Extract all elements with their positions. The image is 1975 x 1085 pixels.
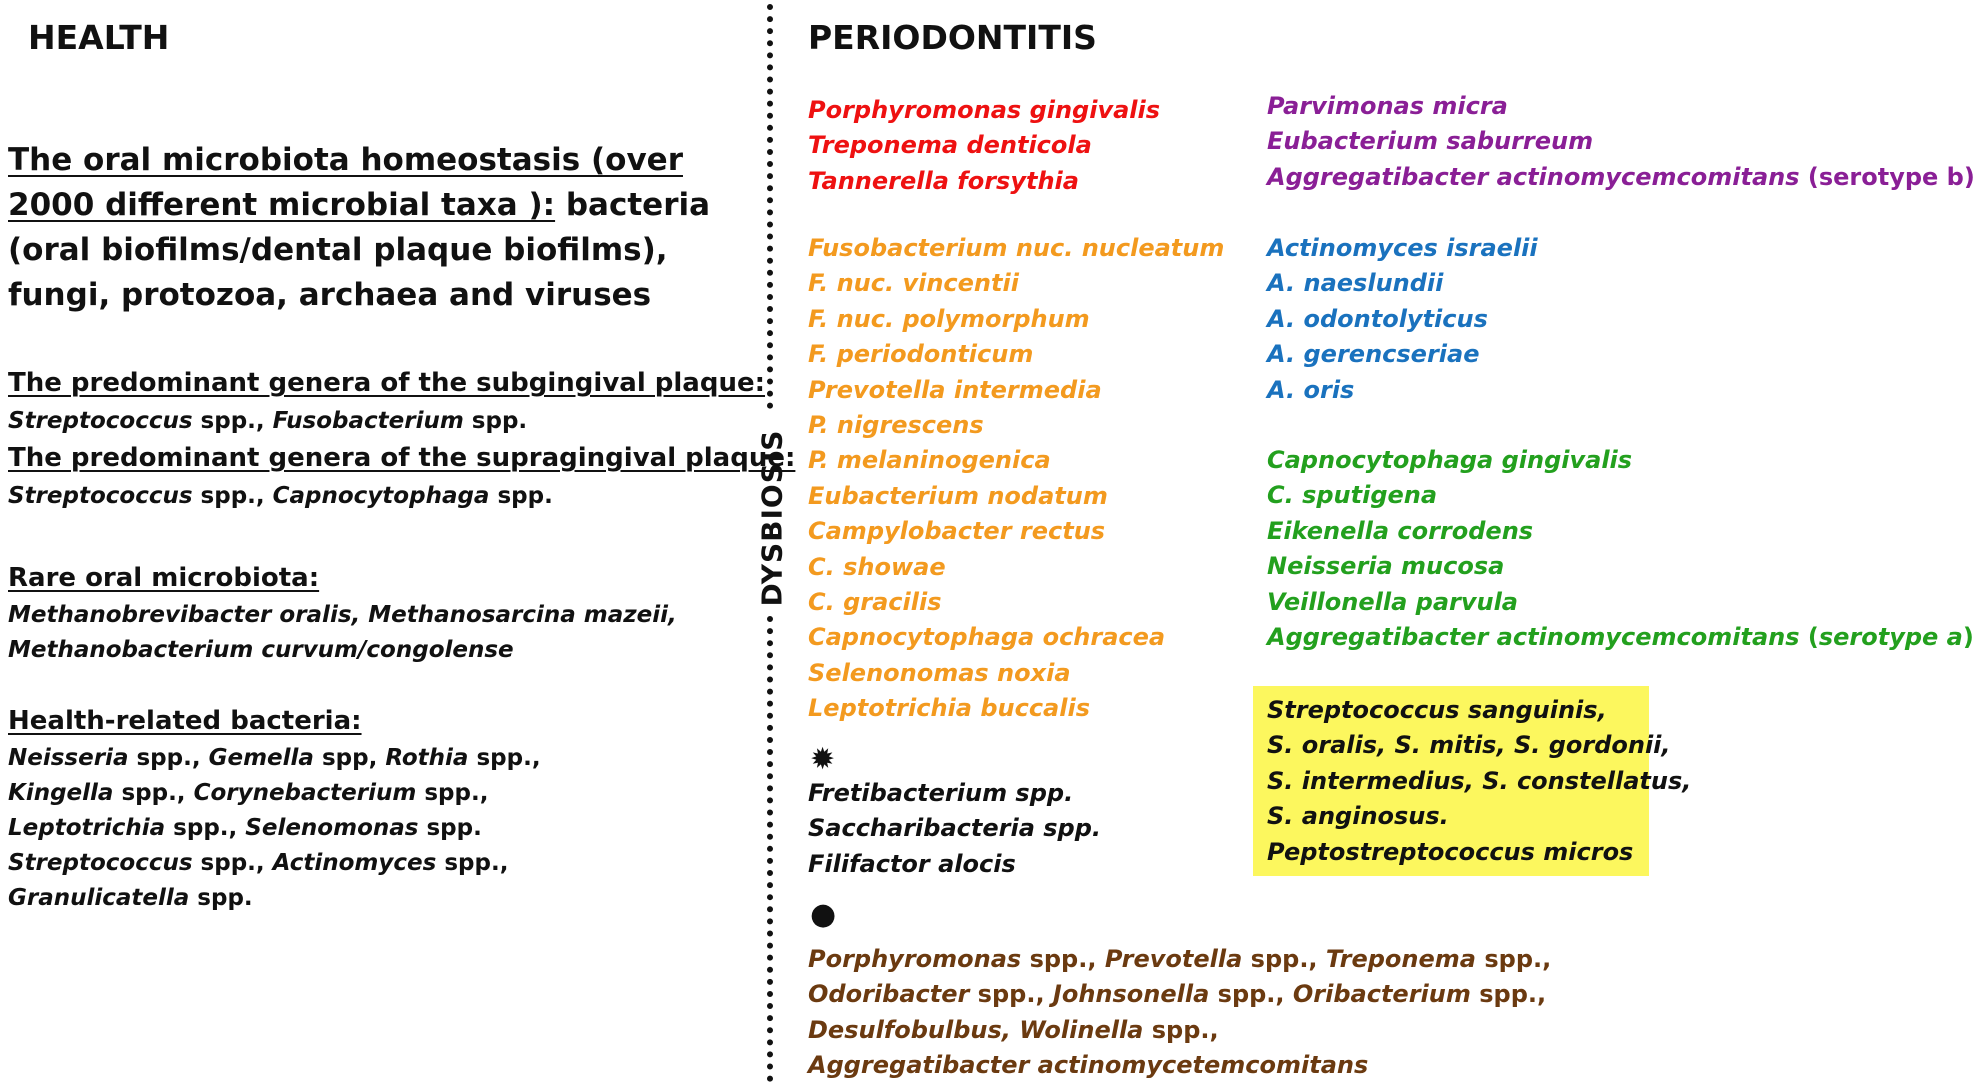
spp-text: spp., bbox=[1209, 980, 1285, 1009]
red-complex-list bbox=[808, 93, 1160, 199]
list-item: P. melaninogenica bbox=[808, 446, 1051, 475]
genus: Fusobacterium bbox=[272, 408, 464, 434]
genus: Leptotrichia bbox=[8, 815, 166, 841]
list-item: Leptotrichia buccalis bbox=[808, 694, 1090, 723]
homeostasis-description bbox=[8, 138, 710, 318]
rare-microbiota-heading: Rare oral microbiota: bbox=[8, 563, 320, 593]
spp-text: spp., bbox=[1242, 945, 1318, 973]
genus: Neisseria bbox=[8, 745, 129, 771]
list-item: Aggregatibacter actinomycemcomitans bbox=[1267, 162, 1800, 191]
list-item: Fretibacterium spp. bbox=[808, 779, 1074, 807]
yellow-complex-list bbox=[1267, 693, 1691, 870]
list-item: Aggregatibacter actinomycemcomitans bbox=[1267, 623, 1800, 652]
genus: Actinomyces bbox=[272, 850, 437, 876]
list-item: Eubacterium saburreum bbox=[1267, 127, 1594, 156]
genus: Streptococcus bbox=[8, 850, 193, 876]
list-item: Actinomyces israelii bbox=[1267, 234, 1538, 262]
genus: Streptococcus bbox=[8, 408, 193, 434]
spp-text: spp. bbox=[189, 885, 253, 911]
list-item: Filifactor alocis bbox=[808, 849, 1016, 878]
genus: Selenomonas bbox=[245, 815, 419, 841]
list-item: A. gerencseriae bbox=[1267, 340, 1480, 369]
supragingival-genera bbox=[8, 479, 553, 514]
supragingival-heading: The predominant genera of the supragingival plaque: bbox=[8, 443, 796, 473]
genus: Capnocytophaga bbox=[272, 483, 490, 509]
spp-text: spp., bbox=[468, 745, 541, 771]
list-item: Tannerella forsythia bbox=[808, 166, 1079, 195]
spp-text: spp., bbox=[113, 780, 186, 806]
homeostasis-line-3: (oral biofilms/dental plaque biofilms), bbox=[8, 232, 668, 268]
spp-text: spp., bbox=[165, 815, 238, 841]
list-item: Peptostreptococcus micros bbox=[1267, 837, 1634, 866]
genus: Gemella bbox=[208, 745, 314, 771]
subgingival-heading: The predominant genera of the subgingival plaque: bbox=[8, 368, 766, 398]
health-related-list: Neisseria spp., Gemella spp, Rothia spp., Kingella spp., Corynebacterium spp., Leptotrichia spp., Selenomonas spp. Streptococcus spp., Actinomyces spp., Granulicatella spp. bbox=[8, 745, 541, 911]
rare-microbiota-list bbox=[8, 598, 677, 668]
spp-text: spp bbox=[313, 745, 369, 771]
serotype-text: serotype a bbox=[1818, 623, 1963, 652]
list-item: A. oris bbox=[1267, 375, 1355, 404]
list-item: A. odontolyticus bbox=[1267, 304, 1488, 333]
list-item: P. nigrescens bbox=[808, 411, 984, 440]
list-item: Porphyromonas gingivalis bbox=[808, 96, 1161, 124]
list-item: A. naeslundii bbox=[1267, 269, 1444, 298]
spp-text: spp., bbox=[1021, 945, 1097, 973]
spp-text: spp., bbox=[1470, 980, 1547, 1009]
serotype-text: (serotype b) bbox=[1799, 162, 1975, 191]
spp-text: spp., bbox=[436, 850, 509, 876]
dot-group-list bbox=[808, 942, 1551, 1084]
spp-text: spp., bbox=[192, 483, 273, 509]
spp-text: spp., bbox=[1476, 945, 1552, 973]
periodontitis-title: PERIODONTITIS bbox=[808, 18, 1097, 57]
list-item: Parvimonas micra bbox=[1267, 92, 1508, 120]
spp-text: spp., bbox=[192, 408, 273, 434]
orange-complex-list bbox=[808, 231, 1224, 727]
genus: Odoribacter bbox=[808, 980, 970, 1009]
genus: Aggregatibacter actinomycetemcomitans bbox=[808, 1051, 1369, 1080]
starburst-icon: ✹ bbox=[810, 742, 836, 777]
spp-text: spp. bbox=[489, 483, 553, 509]
spp-text: spp., bbox=[416, 780, 489, 806]
dysbiosis-label: DYSBIOSIS bbox=[755, 429, 789, 607]
homeostasis-line-1: The oral microbiota homeostasis (over bbox=[8, 142, 683, 178]
health-title: HEALTH bbox=[28, 18, 170, 57]
list-item: Capnocytophaga gingivalis bbox=[1267, 446, 1633, 474]
serotype-open: ( bbox=[1799, 623, 1819, 652]
emerging-taxa-list bbox=[808, 776, 1101, 882]
genus: Rothia bbox=[385, 745, 469, 771]
list-item: F. nuc. polymorphum bbox=[808, 304, 1090, 333]
list-item: C. gracilis bbox=[808, 588, 942, 617]
list-item: F. periodonticum bbox=[808, 340, 1034, 369]
list-item: Eikenella corrodens bbox=[1267, 516, 1534, 545]
list-item: F. nuc. vincentii bbox=[808, 269, 1019, 298]
genus: Prevotella bbox=[1104, 945, 1243, 973]
genus: Porphyromonas bbox=[808, 945, 1022, 973]
genus: Desulfobulbus, bbox=[808, 1015, 1020, 1044]
list-item: Treponema denticola bbox=[808, 131, 1092, 160]
rare-line-2: Methanobacterium curvum/congolense bbox=[8, 637, 514, 663]
list-item: Veillonella parvula bbox=[1267, 587, 1519, 616]
genus: Johnsonella bbox=[1052, 980, 1210, 1009]
homeostasis-line-2: 2000 different microbial taxa ): bbox=[8, 187, 556, 223]
homeostasis-line-4: fungi, protozoa, archaea and viruses bbox=[8, 277, 652, 313]
list-item: Selenonomas noxia bbox=[808, 658, 1071, 687]
genus: Corynebacterium bbox=[193, 780, 417, 806]
spp-text: spp., bbox=[128, 745, 201, 771]
green-complex-list bbox=[1267, 443, 1974, 655]
list-item: Saccharibacteria spp. bbox=[808, 814, 1102, 843]
genus: Streptococcus bbox=[8, 483, 193, 509]
serotype-close: ) bbox=[1962, 623, 1974, 652]
spp-text: spp. bbox=[463, 408, 528, 434]
genus: Kingella bbox=[8, 780, 114, 806]
spp-text: spp. bbox=[418, 815, 482, 841]
divider-top-dotted-line bbox=[767, 4, 773, 409]
blue-complex-list bbox=[1267, 231, 1538, 408]
list-item: Fusobacterium nuc. nucleatum bbox=[808, 234, 1225, 262]
genus: Treponema bbox=[1325, 945, 1476, 973]
genus: Oribacterium bbox=[1292, 980, 1471, 1009]
divider-bottom-dotted-line bbox=[767, 616, 773, 1082]
list-item: C. sputigena bbox=[1267, 481, 1438, 510]
genus: Granulicatella bbox=[8, 885, 190, 911]
list-item: S. oralis, S. mitis, S. gordonii, bbox=[1267, 731, 1671, 760]
list-item: Eubacterium nodatum bbox=[808, 481, 1108, 510]
purple-complex-list bbox=[1267, 89, 1975, 195]
subgingival-genera bbox=[8, 404, 527, 439]
list-item: C. showae bbox=[808, 552, 946, 581]
spp-text: spp., bbox=[1143, 1015, 1219, 1044]
list-item: Neisseria mucosa bbox=[1267, 552, 1505, 581]
list-item: Capnocytophaga ochracea bbox=[808, 623, 1166, 652]
genus: Wolinella bbox=[1019, 1015, 1144, 1044]
list-item: S. intermedius, S. constellatus, bbox=[1267, 766, 1692, 795]
spp-text: spp., bbox=[969, 980, 1045, 1009]
list-item: Streptococcus sanguinis, bbox=[1267, 696, 1607, 724]
homeostasis-line-2-rest: bacteria bbox=[555, 187, 711, 223]
list-item: Campylobacter rectus bbox=[808, 517, 1106, 546]
bullet-dot-icon: ● bbox=[810, 897, 837, 932]
health-related-heading: Health-related bacteria: bbox=[8, 706, 362, 736]
list-item: S. anginosus. bbox=[1267, 802, 1449, 831]
list-item: Prevotella intermedia bbox=[808, 375, 1102, 404]
rare-line-1: Methanobrevibacter oralis, Methanosarcina mazeii, bbox=[8, 602, 677, 628]
spp-text: spp., bbox=[192, 850, 265, 876]
